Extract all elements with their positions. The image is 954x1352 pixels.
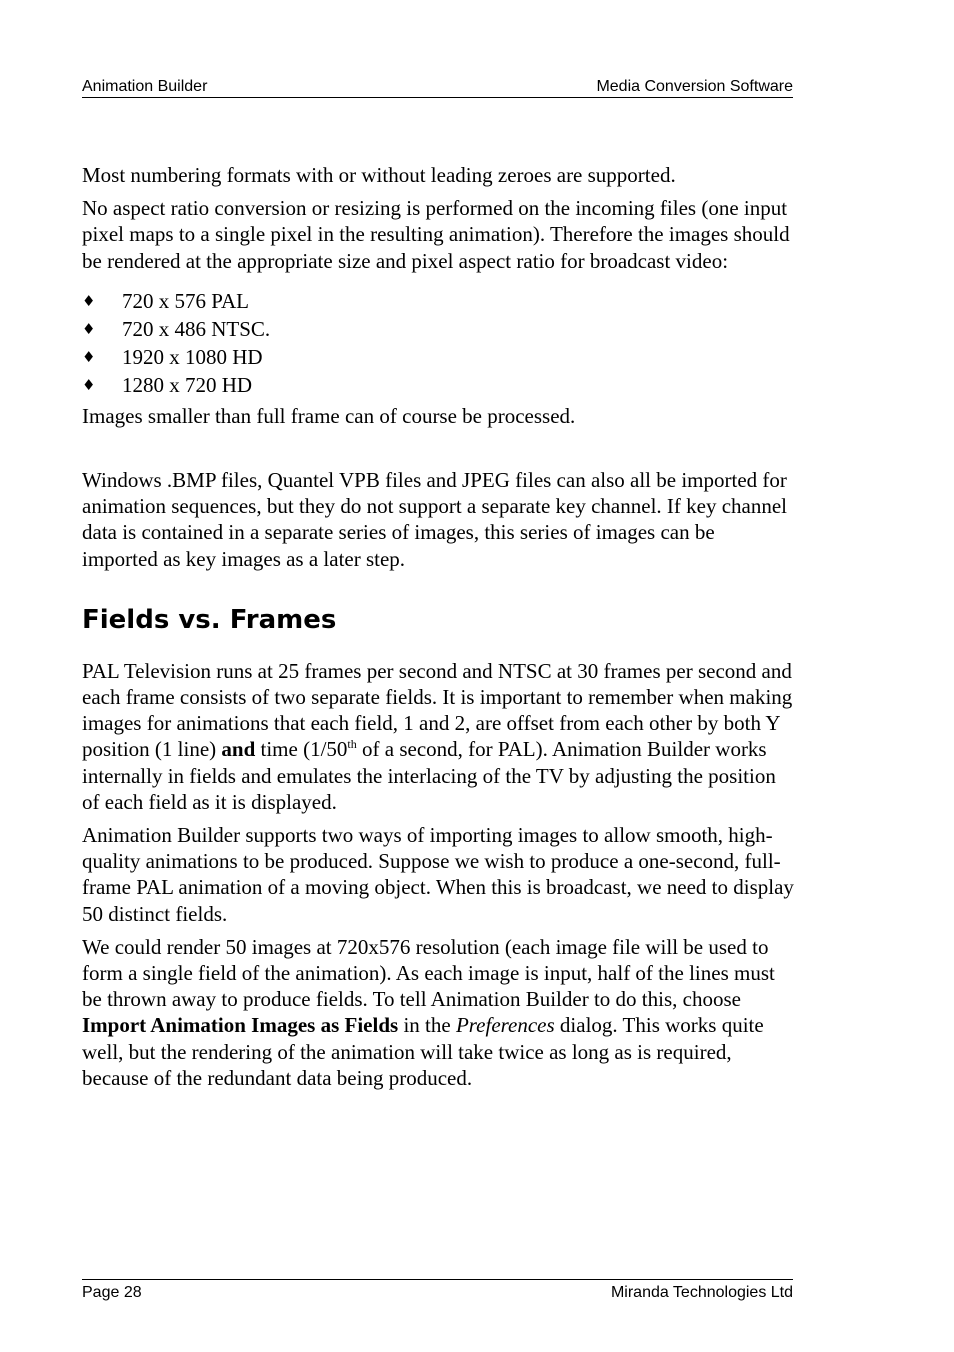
paragraph-import-ways: Animation Builder supports two ways of importing images to allow smooth, high-quality animations to be produced. Suppose we wish to produce a one-second, full-frame PAL animation of a moving object. When this is broadcast, we need to display 50 distinct fields. [82,823,794,926]
page-header [82,76,793,98]
diamond-bullet-icon: ♦ [82,291,96,310]
header-title: Animation Builder [82,78,208,95]
paragraph-render-images: We could render 50 images at 720x576 resolution (each image file will be used to form a single field of the animation). As each image is input, half of the lines must be thrown away to produce fields. To tell Animation Builder to do this, choose Import Animation Images as Fields in the Preferences dialog. This works quite well, but the rendering of the animation will take twice as long as is required, because of the redundant data being produced. [82,934,775,1090]
list-item: ♦ 720 x 576 PAL [82,288,249,313]
paragraph-smaller-images: Images smaller than full frame can of course be processed. [82,403,576,428]
diamond-bullet-icon: ♦ [82,319,96,338]
company-name: Miranda Technologies Ltd [610,1284,793,1301]
header-subtitle: Media Conversion Software [596,78,793,95]
resolution-list [82,287,794,399]
paragraph-aspect-ratio: No aspect ratio conversion or resizing is performed on the incoming files (one input pixel maps to a single pixel in the resulting animation). Therefore the images should be rendered at the appropriate size and pixel aspect ratio for broadcast video: [82,196,790,273]
list-item: ♦ 720 x 486 NTSC. [82,316,271,341]
list-item: ♦ 1280 x 720 HD [82,372,253,397]
paragraph-fields-frames: PAL Television runs at 25 frames per second and NTSC at 30 frames per second and each frame consists of two separate fields. It is important to remember when making images for animations that each field, 1 and 2, are offset from each other by both Y position (1 line) and time (1/50th of a second, for PAL). Animation Builder works internally in fields and emulates the interlacing of the TV by adjusting the position of each field as it is displayed. [82,658,793,814]
paragraph-file-formats: Windows .BMP files, Quantel VPB files and JPEG files can also all be imported for animation sequences, but they do not support a separate key channel. If key channel data is contained in a separate series of images, this series of images can be imported as key images as a later step. [82,468,788,571]
section-heading: Fields vs. Frames [82,604,337,635]
diamond-bullet-icon: ♦ [82,347,96,366]
page-footer [82,1279,793,1309]
diamond-bullet-icon: ♦ [82,375,96,394]
page-number: Page 28 [82,1284,142,1301]
page-body [82,162,794,1091]
list-item: ♦ 1920 x 1080 HD [82,344,263,369]
paragraph-numbering: Most numbering formats with or without leading zeroes are supported. [82,163,676,187]
